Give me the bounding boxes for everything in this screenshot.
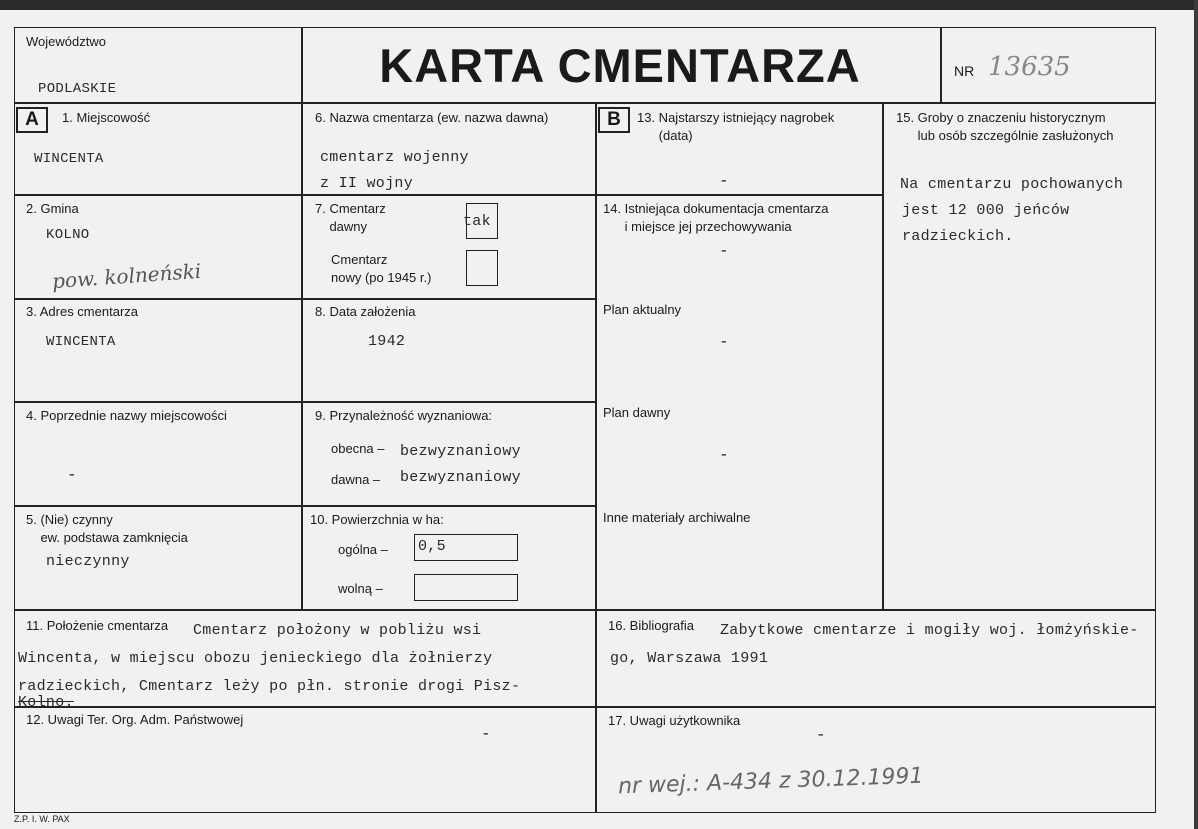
field-11-value-line2: Wincenta, w miejscu obozu jenieckiego dla żołnierzy [18, 650, 493, 667]
field-9-obecna-value: bezwyznaniowy [400, 443, 521, 460]
nr-value: 13635 [988, 52, 1071, 82]
field-10-wolna-label: wolną – [338, 581, 383, 596]
field-1-label: 1. Miejscowość [62, 110, 151, 125]
field-15-value-line3: radzieckich. [902, 228, 1014, 245]
field-2-label: 2. Gmina [26, 201, 79, 216]
plan-dawny-value: - [719, 446, 729, 464]
scan-right-edge [1194, 0, 1198, 829]
field-16-value-line2: go, Warszawa 1991 [610, 650, 769, 667]
section-b-marker: B [598, 107, 630, 133]
field-15-value-line2: jest 12 000 jeńców [902, 202, 1070, 219]
divider [14, 609, 1156, 611]
field-13-value: - [719, 172, 729, 190]
field-9-dawna-label: dawna – [331, 472, 381, 487]
divider [596, 194, 883, 196]
field-8-label: 8. Data założenia [315, 304, 416, 319]
field-7-nowy-box [466, 250, 498, 286]
divider [14, 102, 1156, 104]
divider [882, 102, 884, 610]
field-3-value: WINCENTA [46, 334, 116, 350]
section-a-marker: A [16, 107, 48, 133]
divider [14, 194, 596, 196]
field-16-label: 16. Bibliografia [608, 618, 694, 633]
field-15-value-line1: Na cmentarzu pochowanych [900, 176, 1124, 193]
field-4-label: 4. Poprzednie nazwy miejscowości [26, 408, 227, 423]
divider [14, 706, 1156, 708]
field-11-value-line3: radzieckich, Cmentarz leży po płn. stronie drogi Pisz- [18, 678, 521, 695]
field-6-label: 6. Nazwa cmentarza (ew. nazwa dawna) [315, 110, 549, 125]
field-2-value: KOLNO [46, 227, 90, 243]
field-5-value: nieczynny [46, 553, 130, 570]
wojewodztwo-label: Województwo [26, 34, 106, 49]
field-6-value-line1: cmentarz wojenny [320, 149, 469, 166]
field-4-value: - [67, 466, 77, 484]
wojewodztwo-value: PODLASKIE [38, 81, 117, 97]
field-9-label: 9. Przynależność wyznaniowa: [315, 408, 493, 423]
field-9-obecna-label: obecna – [331, 441, 385, 456]
printer-imprint: Z.P. I. W. PAX [14, 814, 70, 824]
field-14-value: - [719, 242, 729, 260]
field-12-value: - [481, 725, 491, 743]
plan-aktualny-value: - [719, 333, 729, 351]
field-14-label: 14. Istniejąca dokumentacja cmentarza i miejsce jej przechowywania [603, 201, 829, 234]
field-9-dawna-value: bezwyznaniowy [400, 469, 521, 486]
field-5-label: 5. (Nie) czynny ew. podstawa zamknięcia [26, 512, 188, 545]
divider [940, 27, 942, 103]
field-11-value-line1: Cmentarz położony w pobliżu wsi [193, 622, 482, 639]
plan-aktualny-label: Plan aktualny [603, 302, 682, 317]
divider [14, 401, 596, 403]
divider [301, 27, 303, 609]
nr-label: NR [954, 63, 975, 79]
field-11-value-line4: Kolno. [18, 694, 74, 711]
page-title: KARTA CMENTARZA [379, 39, 861, 92]
field-2-handwritten-note: pow. kolneński [51, 258, 202, 294]
field-10-label: 10. Powierzchnia w ha: [310, 512, 444, 527]
field-8-value: 1942 [368, 333, 406, 350]
divider [14, 298, 596, 300]
field-6-value-line2: z II wojny [320, 175, 414, 192]
field-17-label: 17. Uwagi użytkownika [608, 713, 741, 728]
field-10-ogolna-label: ogólna – [338, 542, 388, 557]
field-7-nowy-label: Cmentarz nowy (po 1945 r.) [331, 252, 432, 285]
field-3-label: 3. Adres cmentarza [26, 304, 138, 319]
field-17-handwritten-entry: nr wej.: A-434 z 30.12.1991 [617, 763, 924, 800]
field-16-value-line1: Zabytkowe cmentarze i mogiły woj. łomżyńskie- [720, 622, 1139, 639]
inne-materialy-label: Inne materiały archiwalne [603, 510, 751, 525]
field-12-label: 12. Uwagi Ter. Org. Adm. Państwowej [26, 712, 244, 727]
scan-top-edge [0, 0, 1198, 10]
field-10-wolna-box [414, 574, 518, 601]
field-15-label: 15. Groby o znaczeniu historycznym lub osób szczególnie zasłużonych [896, 110, 1114, 143]
field-10-ogolna-value: 0,5 [418, 538, 446, 555]
field-17-value: - [816, 726, 826, 744]
plan-dawny-label: Plan dawny [603, 405, 671, 420]
field-13-label: 13. Najstarszy istniejący nagrobek (data) [637, 110, 835, 143]
field-7-dawny-value: tak [463, 213, 491, 230]
field-11-label: 11. Położenie cmentarza [26, 618, 169, 633]
divider [14, 505, 596, 507]
field-1-value: WINCENTA [34, 151, 104, 167]
field-7-dawny-label: 7. Cmentarz dawny [315, 201, 386, 234]
